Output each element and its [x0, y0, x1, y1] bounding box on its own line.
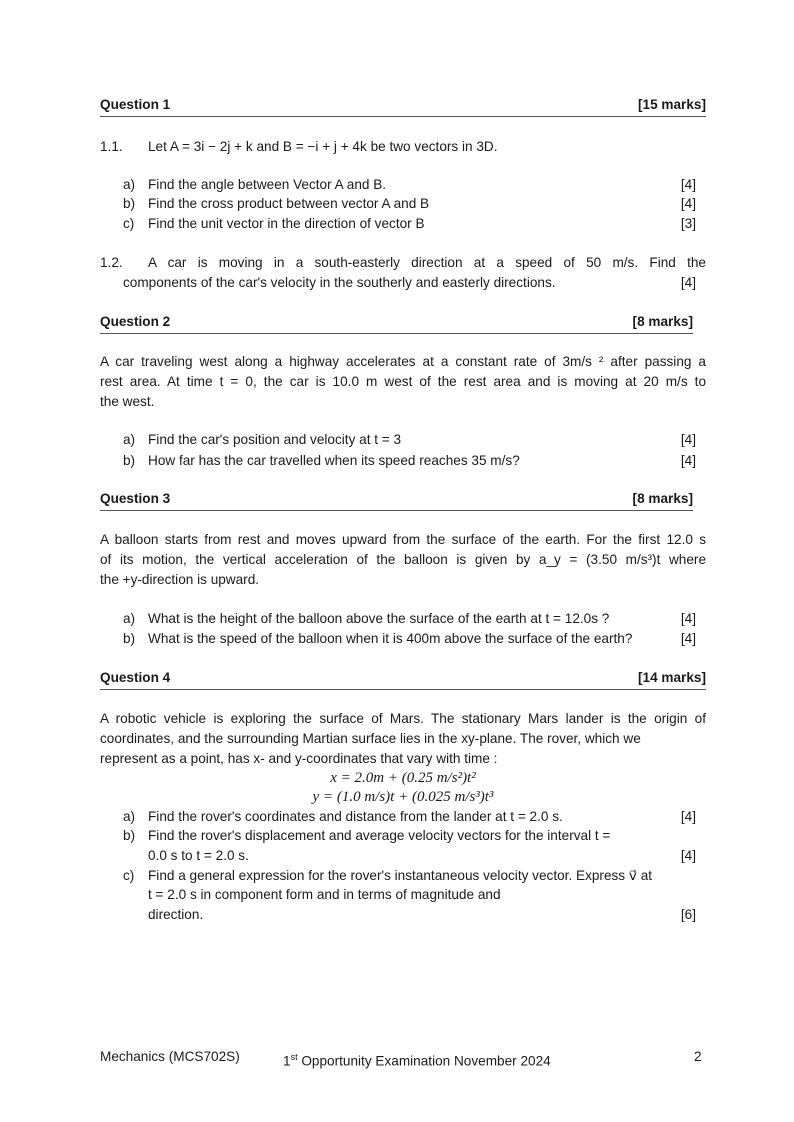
q1-2-line2: [123, 274, 696, 292]
item-label: c): [123, 868, 135, 883]
item-marks: [4]: [680, 432, 696, 447]
q3-text-line: A balloon starts from rest and moves upward from the surface of the earth. For the first 12.0 s: [100, 532, 706, 547]
item-marks: [4]: [680, 196, 696, 211]
item-text: t = 2.0 s in component form and in terms of magnitude and: [148, 887, 501, 902]
question-marks: [14 marks]: [637, 670, 706, 685]
equation-y: y = (1.0 m/s)t + (0.025 m/s³)t³: [312, 789, 494, 805]
item-text: A car is moving in a south-easterly direction at a speed of 50 m/s. Find the: [148, 255, 706, 270]
item-text: Find the cross product between vector A and B: [148, 196, 430, 211]
q1-item-a: [123, 176, 696, 194]
footer-exam: [283, 1048, 551, 1071]
q1-1-prompt: [100, 138, 706, 156]
exam-title: Opportunity Examination November 2024: [297, 1053, 551, 1069]
item-text: What is the speed of the balloon when it is 400m above the surface of the earth?: [148, 631, 633, 646]
item-label: b): [123, 453, 136, 468]
item-marks: [4]: [680, 275, 696, 290]
item-text: How far has the car travelled when its speed reaches 35 m/s?: [148, 453, 520, 468]
q4-item-c: [123, 867, 696, 885]
q2-text-line: A car traveling west along a highway accelerates at a constant rate of 3m/s ² after passing a: [100, 354, 706, 369]
page-number: 2: [694, 1049, 702, 1064]
question-4-header: [100, 669, 706, 690]
q1-item-c: [123, 215, 696, 233]
q4-item-b: [123, 827, 696, 845]
q4-item-a: [123, 808, 696, 826]
item-marks: [4]: [680, 809, 696, 824]
question-title: Question 3: [100, 491, 171, 506]
q4-item-b-cont: [148, 847, 696, 865]
item-marks: [4]: [680, 848, 696, 863]
equation-x: x = 2.0m + (0.25 m/s²)t²: [330, 770, 476, 786]
item-label: c): [123, 216, 135, 231]
item-label: a): [123, 432, 136, 447]
item-text: Find the unit vector in the direction of vector B: [148, 216, 425, 231]
item-marks: [4]: [680, 177, 696, 192]
item-text: What is the height of the balloon above the surface of the earth at t = 12.0s ?: [148, 611, 610, 626]
footer-course: Mechanics (MCS702S): [100, 1049, 240, 1064]
ordinal-suffix: st: [290, 1052, 298, 1062]
q2-item-a: [123, 431, 696, 449]
item-marks: [4]: [680, 611, 696, 626]
ordinal: 1: [283, 1053, 291, 1069]
item-number: 1.2.: [100, 255, 123, 270]
item-marks: [4]: [680, 453, 696, 468]
q2-text-line: the west.: [100, 394, 155, 409]
item-label: b): [123, 631, 136, 646]
item-text: Find the rover's coordinates and distance from the lander at t = 2.0 s.: [148, 809, 563, 824]
question-title: Question 2: [100, 314, 171, 329]
item-marks: [3]: [680, 216, 696, 231]
item-marks: [6]: [680, 907, 696, 922]
item-number: 1.1.: [100, 139, 123, 154]
question-title: Question 4: [100, 670, 171, 685]
q3-item-b: [123, 630, 696, 648]
item-text: Find the angle between Vector A and B.: [148, 177, 387, 192]
item-text: direction.: [148, 907, 204, 922]
q4-item-c-cont: [148, 906, 696, 924]
item-text: components of the car's velocity in the southerly and easterly directions.: [123, 275, 556, 290]
q4-text-line: represent as a point, has x- and y-coordinates that vary with time :: [100, 751, 498, 766]
q4-text-line: coordinates, and the surrounding Martian surface lies in the xy-plane. The rover, which we: [100, 731, 641, 746]
item-text: Find a general expression for the rover's instantaneous velocity vector. Express v⃗ at: [148, 868, 653, 883]
item-label: b): [123, 196, 136, 211]
question-marks: [8 marks]: [632, 314, 693, 329]
question-marks: [15 marks]: [637, 97, 706, 112]
question-1-header: [100, 96, 706, 117]
item-label: a): [123, 809, 136, 824]
item-text: 0.0 s to t = 2.0 s.: [148, 848, 249, 863]
q4-text-line: A robotic vehicle is exploring the surface of Mars. The stationary Mars lander is the origin of: [100, 711, 706, 726]
question-2-header: [100, 313, 693, 334]
q2-item-b: [123, 452, 696, 470]
item-label: a): [123, 177, 136, 192]
question-title: Question 1: [100, 97, 171, 112]
item-text: Find the rover's displacement and average velocity vectors for the interval t =: [148, 828, 611, 843]
item-label: b): [123, 828, 136, 843]
q1-item-b: [123, 195, 696, 213]
item-text: Let A = 3i − 2j + k and B = −i + j + 4k be two vectors in 3D.: [148, 139, 498, 154]
item-text: Find the car's position and velocity at t = 3: [148, 432, 402, 447]
question-marks: [8 marks]: [632, 491, 693, 506]
q2-text-line: rest area. At time t = 0, the car is 10.0 m west of the rest area and is moving at 20 m/s to: [100, 374, 706, 389]
item-label: a): [123, 611, 136, 626]
q1-2-prompt: [100, 254, 706, 272]
q3-item-a: [123, 610, 696, 628]
question-3-header: [100, 490, 693, 511]
item-marks: [4]: [680, 631, 696, 646]
q3-text-line: the +y-direction is upward.: [100, 572, 260, 587]
q3-text-line: of its motion, the vertical acceleration of the balloon is given by a_y = (3.50 m/s³)t where: [100, 552, 706, 567]
